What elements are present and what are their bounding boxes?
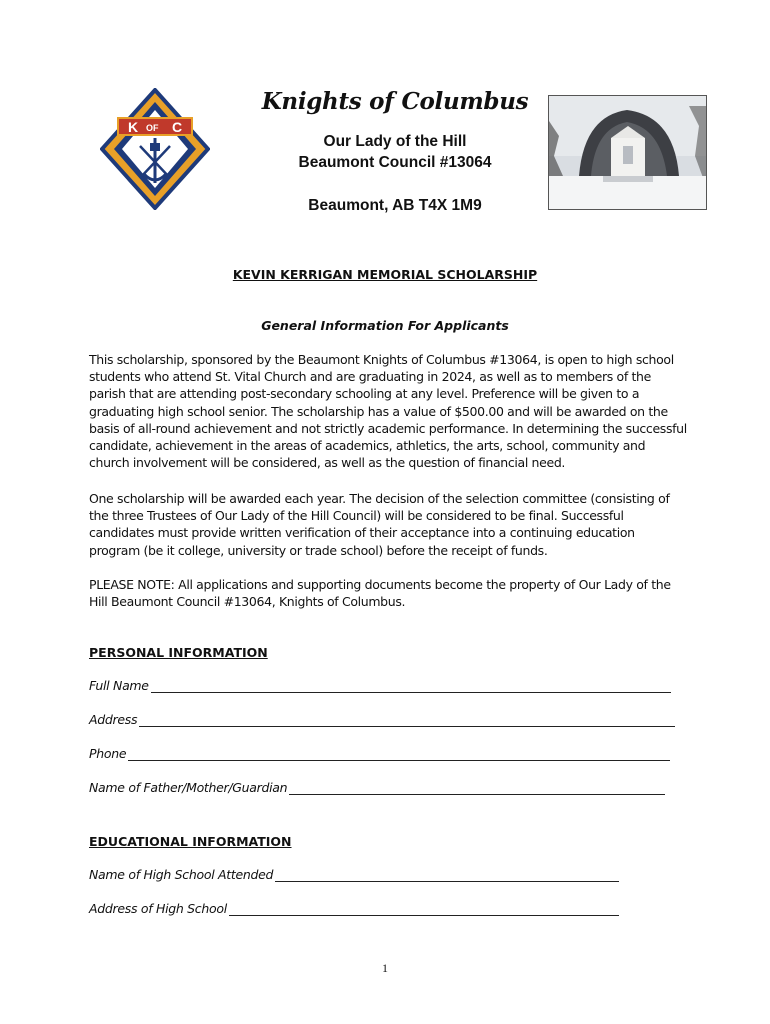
full-name-line[interactable] bbox=[151, 680, 671, 693]
logo-letter-k: K bbox=[128, 119, 139, 135]
high-school-name-line[interactable] bbox=[275, 869, 619, 882]
logo-letter-of: OF bbox=[146, 123, 159, 133]
council-address: Beaumont, AB T4X 1M9 bbox=[308, 197, 482, 214]
phone-label: Phone bbox=[89, 746, 127, 761]
address-line[interactable] bbox=[139, 714, 675, 727]
personal-information-heading: PERSONAL INFORMATION bbox=[89, 645, 268, 660]
high-school-name-field[interactable] bbox=[89, 867, 619, 882]
high-school-address-label: Address of High School bbox=[89, 901, 227, 916]
knights-of-columbus-emblem bbox=[100, 88, 210, 210]
guardian-name-label: Name of Father/Mother/Guardian bbox=[89, 780, 288, 795]
council-name: Beaumont Council #13064 bbox=[298, 154, 492, 171]
full-name-field[interactable] bbox=[89, 678, 671, 693]
grotto-photo bbox=[548, 95, 707, 210]
organization-name: Knights of Columbus bbox=[261, 88, 529, 115]
general-info-subtitle: General Information For Applicants bbox=[261, 318, 509, 333]
high-school-address-line[interactable] bbox=[229, 903, 619, 916]
guardian-name-line[interactable] bbox=[289, 782, 665, 795]
high-school-address-field[interactable] bbox=[89, 901, 619, 916]
educational-information-heading: EDUCATIONAL INFORMATION bbox=[89, 834, 292, 849]
address-field[interactable] bbox=[89, 712, 675, 727]
selection-paragraph: One scholarship will be awarded each year. The decision of the selection committee (consisting of the three Trustees of Our Lady of the Hill Council) will be considered to be final. Successful candidates must provide written verification of their acceptance into a continuing education program (be it college, university or trade school) before the receipt of funds. bbox=[89, 491, 670, 558]
high-school-name-label: Name of High School Attended bbox=[89, 867, 274, 882]
scholarship-title: KEVIN KERRIGAN MEMORIAL SCHOLARSHIP bbox=[232, 267, 538, 282]
phone-line[interactable] bbox=[128, 748, 670, 761]
parish-name: Our Lady of the Hill bbox=[323, 133, 467, 150]
full-name-label: Full Name bbox=[89, 678, 149, 693]
eligibility-paragraph: This scholarship, sponsored by the Beaumont Knights of Columbus #13064, is open to high school students who attend St. Vital Church and are graduating in 2024, as well as to members of the parish that are attending post-secondary schooling at any level. Preference will be given to a graduating high school senior. The scholarship has a value of $500.00 and will be awarded on the basis of all-round achievement and not strictly academic performance. In determining the successful candidate, achievement in the areas of academics, athletics, the arts, school, community and church involvement will be considered, as well as the question of financial need. bbox=[89, 352, 687, 471]
guardian-name-field[interactable] bbox=[89, 780, 665, 795]
page-number: 1 bbox=[382, 961, 388, 975]
address-label: Address bbox=[89, 712, 138, 727]
phone-field[interactable] bbox=[89, 746, 670, 761]
logo-letter-c: C bbox=[172, 119, 183, 135]
note-paragraph: PLEASE NOTE: All applications and supporting documents become the property of Our Lady of the Hill Beaumont Council #13064, Knights of Columbus. bbox=[89, 577, 671, 610]
